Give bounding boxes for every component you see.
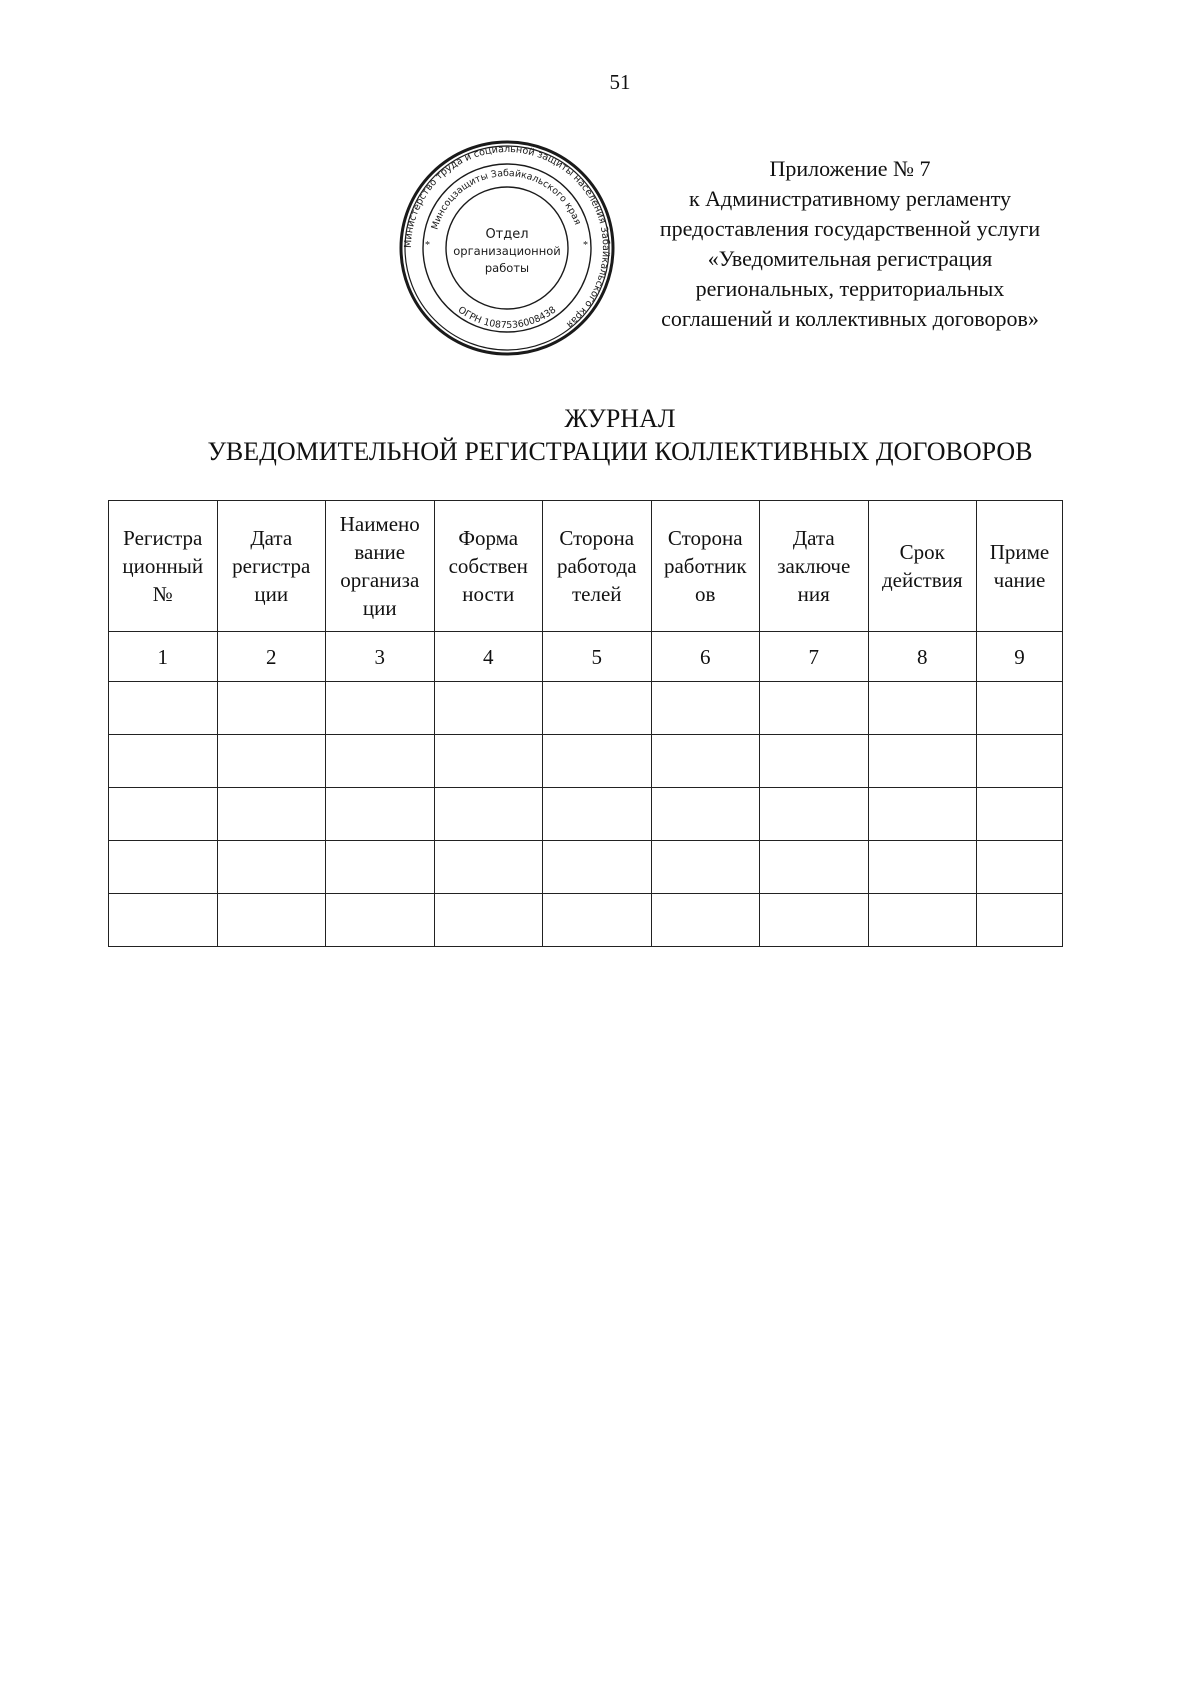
header-text-line: Приме <box>989 540 1050 564</box>
empty-cell <box>434 894 543 947</box>
stamp-center-line-2: организационной <box>453 244 561 258</box>
header-text-line: действия <box>881 568 963 592</box>
column-number-cell: 7 <box>760 632 869 682</box>
empty-cell <box>543 788 652 841</box>
empty-cell <box>109 735 218 788</box>
empty-cell <box>434 788 543 841</box>
empty-cell <box>434 735 543 788</box>
header-text-line: Дата <box>792 526 835 550</box>
table-row <box>109 735 1063 788</box>
empty-cell <box>977 682 1063 735</box>
empty-cell <box>217 841 326 894</box>
column-number-cell: 5 <box>543 632 652 682</box>
empty-cell <box>651 841 760 894</box>
header-text-line: Срок <box>899 540 945 564</box>
table-header-cell <box>543 501 652 632</box>
annex-line: соглашений и коллективных договоров» <box>661 306 1039 331</box>
table-row <box>109 894 1063 947</box>
empty-cell <box>868 788 977 841</box>
column-number-cell: 8 <box>868 632 977 682</box>
header-text-line: ния <box>797 582 830 606</box>
table-header-row <box>109 501 1063 632</box>
header-text-line: ности <box>462 582 515 606</box>
header-text-line: ции <box>254 582 289 606</box>
empty-cell <box>217 788 326 841</box>
official-stamp <box>397 138 617 358</box>
table-header-cell <box>868 501 977 632</box>
title-line-2: УВЕДОМИТЕЛЬНОЙ РЕГИСТРАЦИИ КОЛЛЕКТИВНЫХ ДОГОВОРОВ <box>207 437 1033 466</box>
header-text-line: № <box>152 582 173 606</box>
title-line-1: ЖУРНАЛ <box>564 404 676 433</box>
annex-line: Приложение № 7 <box>769 156 931 181</box>
empty-cell <box>760 735 869 788</box>
empty-cell <box>651 682 760 735</box>
annex-line: региональных, территориальных <box>695 276 1005 301</box>
empty-cell <box>543 735 652 788</box>
svg-text:*: * <box>583 240 588 251</box>
header-text-line: ционный <box>122 554 204 578</box>
table-header-cell <box>434 501 543 632</box>
table-row <box>109 788 1063 841</box>
empty-cell <box>760 894 869 947</box>
table-header-cell <box>651 501 760 632</box>
annex-line: предоставления государственной услуги <box>659 216 1041 241</box>
column-number-cell: 1 <box>109 632 218 682</box>
column-number-cell: 3 <box>326 632 435 682</box>
empty-cell <box>977 841 1063 894</box>
table-row <box>109 682 1063 735</box>
empty-cell <box>434 841 543 894</box>
stamp-outer-text: Министерство труда и социальной защиты населения Забайкальского края <box>402 143 612 330</box>
column-number-row <box>109 632 1063 682</box>
annex-line: «Уведомительная регистрация <box>707 246 993 271</box>
empty-cell <box>760 788 869 841</box>
table-header-cell <box>760 501 869 632</box>
header-text-line: работник <box>663 554 747 578</box>
header-text-line: Сторона <box>667 526 743 550</box>
table-header-cell <box>109 501 218 632</box>
empty-cell <box>217 735 326 788</box>
empty-cell <box>760 682 869 735</box>
header-text-line: организа <box>340 568 420 592</box>
empty-cell <box>651 894 760 947</box>
page-number: 51 <box>609 70 631 94</box>
header-text-line: вание <box>354 540 406 564</box>
empty-cell <box>868 894 977 947</box>
column-number-cell: 9 <box>977 632 1063 682</box>
table-row <box>109 841 1063 894</box>
annex-block <box>620 154 1080 334</box>
header-text-line: регистра <box>232 554 311 578</box>
header-text-line: Дата <box>250 526 293 550</box>
empty-cell <box>434 682 543 735</box>
header-text-line: собствен <box>448 554 528 578</box>
stamp-inner-text: Минсоцзащиты Забайкальского края <box>429 167 583 232</box>
empty-cell <box>543 841 652 894</box>
empty-cell <box>868 682 977 735</box>
stamp-ogrn-text: ОГРН 1087536008438 <box>455 304 559 332</box>
svg-text:*: * <box>425 240 430 251</box>
header-text-line: ов <box>695 582 716 606</box>
empty-cell <box>326 894 435 947</box>
header-text-line: Форма <box>458 526 519 550</box>
column-number-cell: 2 <box>217 632 326 682</box>
stamp-center-line-1: Отдел <box>485 227 529 242</box>
journal-table <box>108 500 1063 947</box>
header-text-line: Регистра <box>123 526 203 550</box>
empty-cell <box>326 735 435 788</box>
empty-cell <box>109 682 218 735</box>
empty-cell <box>977 788 1063 841</box>
header-text-line: телей <box>571 582 622 606</box>
column-number-cell: 4 <box>434 632 543 682</box>
table-header-cell <box>326 501 435 632</box>
column-number-cell: 6 <box>651 632 760 682</box>
header-text-line: заключе <box>777 554 851 578</box>
header-text-line: работода <box>556 554 637 578</box>
empty-cell <box>109 788 218 841</box>
empty-cell <box>977 894 1063 947</box>
empty-cell <box>217 894 326 947</box>
stamp-center-line-3: работы <box>484 261 530 275</box>
empty-cell <box>326 788 435 841</box>
empty-cell <box>868 841 977 894</box>
document-title <box>150 402 1090 468</box>
empty-cell <box>326 682 435 735</box>
empty-cell <box>326 841 435 894</box>
header-text-line: ции <box>362 596 397 620</box>
header-text-line: Сторона <box>559 526 635 550</box>
empty-cell <box>217 682 326 735</box>
empty-cell <box>977 735 1063 788</box>
header-text-line: Наимено <box>339 512 420 536</box>
empty-cell <box>651 735 760 788</box>
header-text-line: чание <box>993 568 1046 592</box>
table-header-cell <box>217 501 326 632</box>
empty-cell <box>760 841 869 894</box>
empty-cell <box>109 894 218 947</box>
empty-cell <box>651 788 760 841</box>
empty-cell <box>543 682 652 735</box>
empty-cell <box>109 841 218 894</box>
annex-line: к Административному регламенту <box>688 186 1012 211</box>
empty-cell <box>543 894 652 947</box>
table-header-cell <box>977 501 1063 632</box>
empty-cell <box>868 735 977 788</box>
